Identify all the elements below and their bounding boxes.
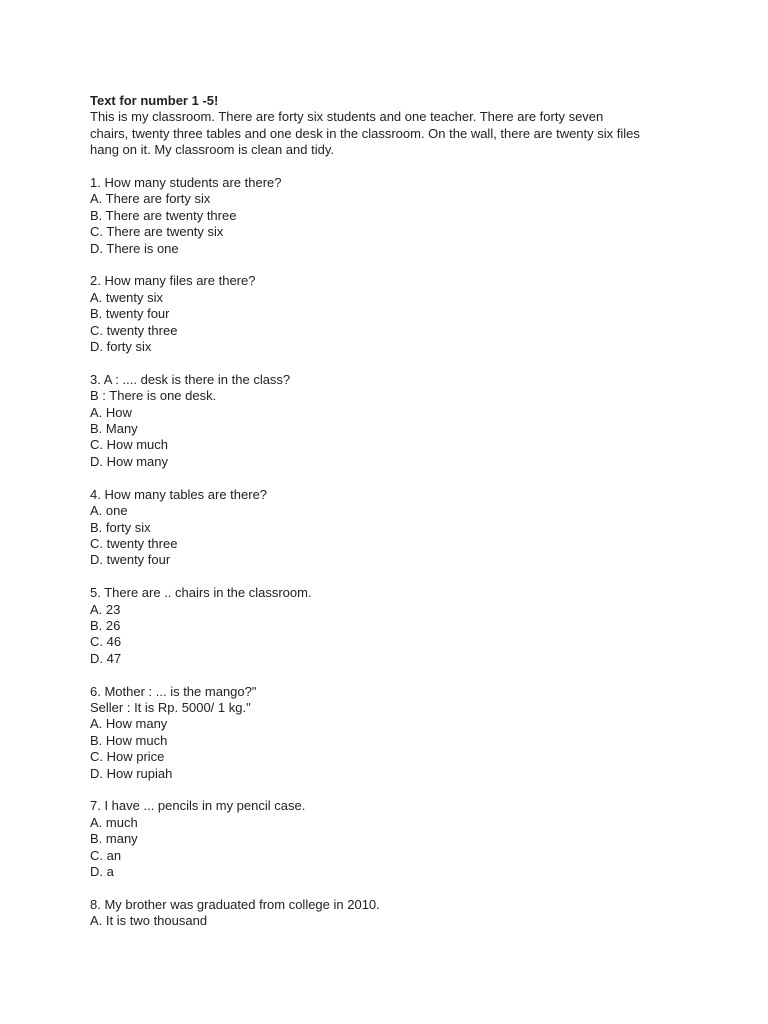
question-stem: B : There is one desk. — [90, 388, 217, 404]
question-7 — [90, 798, 710, 880]
question-stem: 7. I have ... pencils in my pencil case. — [90, 798, 306, 814]
question-stem: 6. Mother : ... is the mango?" — [90, 683, 257, 699]
passage-line: This is my classroom. There are forty six students and one teacher. There are forty seven — [90, 109, 604, 125]
question-stem: 8. My brother was graduated from college in 2010. — [90, 896, 380, 912]
section-title: Text for number 1 -5! — [90, 93, 219, 108]
question-stem: 3. A : .... desk is there in the class? — [90, 371, 291, 387]
answer-option: D. 47 — [90, 650, 122, 666]
answer-option: D. There is one — [90, 240, 179, 256]
question-3 — [90, 372, 710, 470]
question-1 — [90, 175, 710, 257]
answer-option: D. How many — [90, 453, 169, 469]
answer-option: A. How — [90, 404, 132, 420]
answer-option: D. forty six — [90, 339, 152, 355]
passage-line: hang on it. My classroom is clean and tidy. — [90, 142, 334, 158]
answer-option: B. There are twenty three — [90, 207, 237, 223]
answer-option: D. a — [90, 863, 114, 879]
question-stem: 4. How many tables are there? — [90, 486, 268, 502]
reading-passage — [90, 109, 710, 158]
answer-option: B. How much — [90, 732, 168, 748]
answer-option: C. How price — [90, 749, 165, 765]
answer-option: A. twenty six — [90, 289, 163, 305]
answer-option: C. twenty three — [90, 322, 178, 338]
answer-option: C. 46 — [90, 634, 122, 650]
question-stem: Seller : It is Rp. 5000/ 1 kg." — [90, 699, 251, 715]
answer-option: A. It is two thousand — [90, 913, 208, 929]
answer-option: D. How rupiah — [90, 765, 173, 781]
question-stem: 2. How many files are there? — [90, 273, 256, 289]
question-stem: 5. There are .. chairs in the classroom. — [90, 585, 312, 601]
answer-option: B. 26 — [90, 617, 121, 633]
answer-option: C. There are twenty six — [90, 224, 224, 240]
answer-option: B. twenty four — [90, 306, 170, 322]
answer-option: B. forty six — [90, 519, 151, 535]
answer-option: A. one — [90, 503, 128, 519]
answer-option: A. There are forty six — [90, 191, 211, 207]
question-6 — [90, 684, 710, 782]
answer-option: A. How many — [90, 716, 168, 732]
passage-line: chairs, twenty three tables and one desk in the classroom. On the wall, there are twenty six files — [90, 125, 640, 141]
answer-option: C. an — [90, 847, 122, 863]
question-stem: 1. How many students are there? — [90, 175, 282, 191]
question-4 — [90, 487, 710, 569]
answer-option: A. 23 — [90, 601, 121, 617]
answer-option: C. How much — [90, 437, 169, 453]
answer-option: B. Many — [90, 421, 138, 437]
question-2 — [90, 273, 710, 355]
answer-option: A. much — [90, 814, 138, 830]
answer-option: D. twenty four — [90, 552, 171, 568]
document-page — [90, 93, 710, 930]
answer-option: C. twenty three — [90, 535, 178, 551]
question-5 — [90, 585, 710, 667]
answer-option: B. many — [90, 831, 138, 847]
question-8 — [90, 897, 710, 930]
